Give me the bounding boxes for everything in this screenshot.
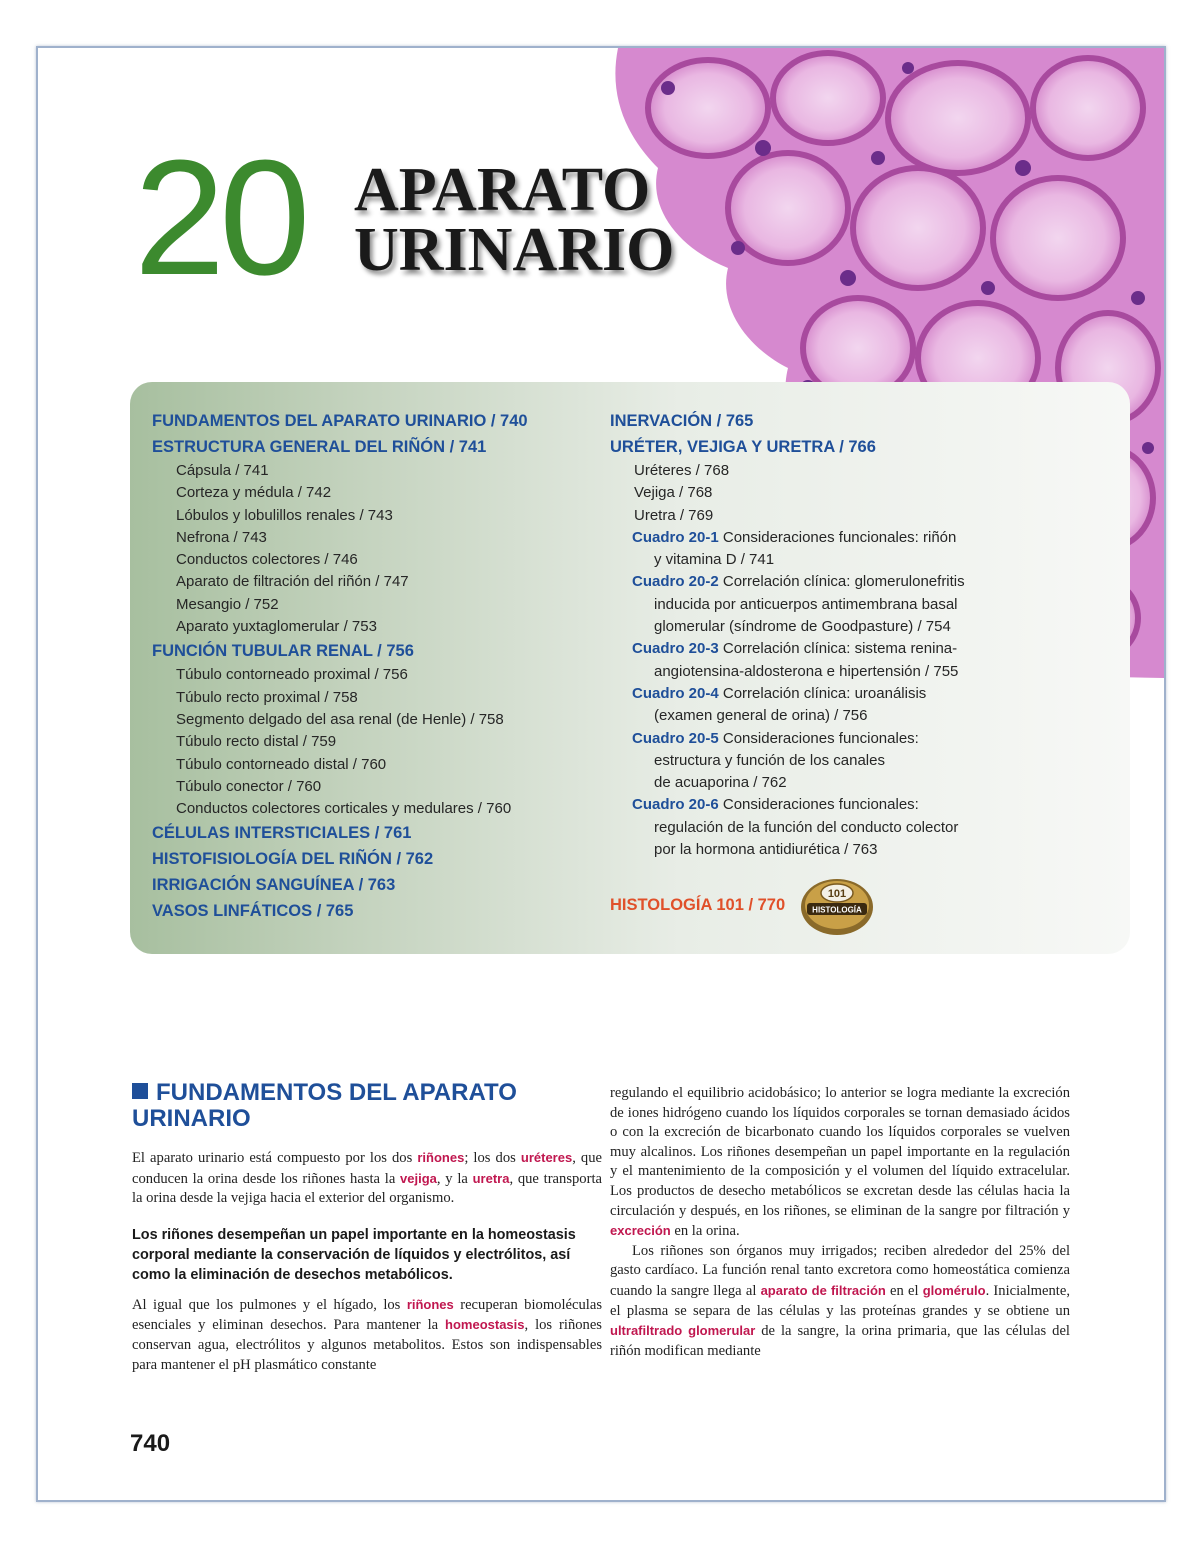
toc-item[interactable]: Segmento delgado del asa renal (de Henle) / 758 <box>176 710 504 728</box>
box-label: Cuadro 20-4 <box>632 684 719 702</box>
box-text: Correlación clínica: sistema renina- <box>722 640 958 658</box>
key-term: riñones <box>417 1150 465 1165</box>
toc-item[interactable]: Cápsula / 741 <box>176 462 269 479</box>
toc-item[interactable]: Uréteres / 768 <box>634 462 730 479</box>
toc-heading[interactable]: HISTOFISIOLOGÍA DEL RIÑÓN / 762 <box>152 850 434 869</box>
box-label: Cuadro 20-3 <box>632 640 719 658</box>
box-text: Consideraciones funcionales: riñón <box>722 528 957 546</box>
box-text: angiotensina-aldosterona e hipertensión / 755 <box>654 662 959 680</box>
histologia-101-row <box>610 873 1070 937</box>
box-text: glomerular (síndrome de Goodpasture) / 754 <box>654 618 951 636</box>
paragraph: regulando el equilibrio acidobásico; lo anterior se logra mediante la excreción de iones hidrógeno cuando los líquidos corporales se tornan demasiado ácidos o con la excreción de bicarbonato cuando los líquidos corporales se vuelven muy alcalinos. Los riñones desempeñan un papel importante en la regulación y el mantenimiento de la composición y el volumen del líquido extracelular. Los productos de desecho metabólicos se excretan desde las células hacia la circulación y después, en los riñones, se eliminan de la sangre por filtración y excreción en la orina. <box>610 1085 1070 1240</box>
body-column-right <box>610 1084 1070 1361</box>
chapter-number: 20 <box>134 126 305 309</box>
box-label: Cuadro 20-5 <box>632 729 719 747</box>
histologia-101-link[interactable]: HISTOLOGÍA 101 / 770 <box>610 895 786 914</box>
toc-heading[interactable]: FUNDAMENTOS DEL APARATO URINARIO / 740 <box>152 412 528 430</box>
toc-item[interactable]: Conductos colectores corticales y medulares / 760 <box>176 800 512 818</box>
toc-item[interactable]: Corteza y médula / 742 <box>176 484 332 502</box>
key-term: glomérulo <box>922 1282 986 1298</box>
toc-box-item[interactable] <box>610 638 1070 683</box>
toc-heading[interactable]: URÉTER, VEJIGA Y URETRA / 766 <box>610 438 876 456</box>
paragraph: Al igual que los pulmones y el hígado, los riñones recuperan biomoléculas esenciales y eliminan desechos. Para mantener la homeostasis, los riñones conservan agua, electrólitos y algunos metabolitos. Estos son indispensables para mantener el pH plasmático constante <box>132 1296 602 1373</box>
chapter-title-line1: APARATO <box>354 156 651 224</box>
lead-statement: Los riñones desempeñan un papel importante en la homeostasis corporal mediante la conservación de líquidos y electrólitos, así como la eliminación de desechos metabólicos. <box>132 1226 576 1283</box>
toc-item[interactable]: Nefrona / 743 <box>176 528 267 546</box>
toc-item[interactable]: Túbulo contorneado proximal / 756 <box>176 666 408 684</box>
box-text: de acuaporina / 762 <box>654 774 787 792</box>
page-number: 740 <box>130 1430 171 1457</box>
box-label: Cuadro 20-6 <box>632 796 719 814</box>
toc-item[interactable]: Mesangio / 752 <box>176 595 279 613</box>
body-column-left <box>132 1148 602 1375</box>
toc-heading[interactable]: CÉLULAS INTERSTICIALES / 761 <box>152 824 412 843</box>
toc-heading[interactable]: IRRIGACIÓN SANGUÍNEA / 763 <box>152 876 396 895</box>
box-text: por la hormona antidiurética / 763 <box>654 841 878 859</box>
key-term: ultrafiltrado glomerular <box>610 1323 756 1339</box>
key-term: uretra <box>472 1170 510 1186</box>
box-text: Correlación clínica: glomerulonefritis <box>722 573 965 591</box>
toc-item[interactable]: Uretra / 769 <box>634 506 714 524</box>
key-term: uréteres <box>520 1150 573 1165</box>
toc-box-item[interactable] <box>610 683 1070 728</box>
box-label: Cuadro 20-2 <box>632 573 719 591</box>
toc-item[interactable]: Vejiga / 768 <box>634 484 713 502</box>
key-term: riñones <box>406 1296 454 1312</box>
toc-box-item[interactable] <box>610 527 1070 572</box>
toc-item[interactable]: Túbulo contorneado distal / 760 <box>176 755 387 773</box>
box-text: Consideraciones funcionales: <box>722 729 919 747</box>
toc-heading[interactable]: VASOS LINFÁTICOS / 765 <box>152 902 354 921</box>
toc-box-item[interactable] <box>610 794 1070 861</box>
paragraph: Los riñones son órganos muy irrigados; reciben alrededor del 25% del gasto cardíaco. La función renal tanto excretora como homeostática comienza cuando la sangre llega al aparato de filtración en el glomérulo. Inicialmente, el plasma se separa de las células y las proteínas grandes y se obtiene un ultrafiltrado glomerular de la sangre, la orina primaria, que las células del riñón modifican mediante <box>610 1242 1070 1359</box>
toc-box-item[interactable] <box>610 571 1070 638</box>
box-text: regulación de la función del conducto colector <box>654 818 959 836</box>
toc-item[interactable]: Lóbulos y lobulillos renales / 743 <box>176 506 393 524</box>
box-text: Correlación clínica: uroanálisis <box>722 684 927 702</box>
toc-item[interactable]: Túbulo recto proximal / 758 <box>176 688 358 706</box>
box-text: (examen general de orina) / 756 <box>654 707 868 725</box>
paragraph: El aparato urinario está compuesto por los dos riñones; los dos uréteres, que conducen la orina desde los riñones hasta la vejiga, y la uretra, que transporta la orina desde la vejiga hacia el exterior del organismo. <box>132 1150 602 1207</box>
chapter-title-line2: URINARIO <box>354 216 675 284</box>
page <box>36 46 1166 1502</box>
key-term: aparato de filtración <box>760 1282 886 1298</box>
toc-heading[interactable]: INERVACIÓN / 765 <box>610 412 754 430</box>
toc-item[interactable]: Túbulo conector / 760 <box>176 777 322 795</box>
toc-item[interactable]: Conductos colectores / 746 <box>176 551 358 569</box>
toc-left-column <box>152 408 612 924</box>
histologia-101-badge-icon <box>799 873 875 937</box>
badge-number: 101 <box>827 888 847 901</box>
toc-item[interactable]: Túbulo recto distal / 759 <box>176 733 337 751</box>
box-text: estructura y función de los canales <box>654 751 885 769</box>
box-text: inducida por anticuerpos antimembrana basal <box>654 595 958 613</box>
key-term: excreción <box>610 1223 671 1239</box>
section-heading: FUNDAMENTOS DEL APARATO URINARIO <box>132 1079 517 1132</box>
box-text: y vitamina D / 741 <box>654 551 775 569</box>
toc-item[interactable]: Aparato de filtración del riñón / 747 <box>176 573 409 591</box>
toc-heading[interactable]: FUNCIÓN TUBULAR RENAL / 756 <box>152 642 414 661</box>
key-term: vejiga <box>400 1170 437 1186</box>
key-term: homeostasis <box>445 1317 525 1333</box>
toc-item[interactable]: Aparato yuxtaglomerular / 753 <box>176 618 377 636</box>
box-text: Consideraciones funcionales: <box>722 796 919 814</box>
badge-text: HISTOLOGÍA <box>812 905 862 915</box>
chapter-title <box>354 156 675 284</box>
box-label: Cuadro 20-1 <box>632 528 719 546</box>
toc-box-item[interactable] <box>610 728 1070 795</box>
toc-right-column <box>610 408 1070 937</box>
toc-heading[interactable]: ESTRUCTURA GENERAL DEL RIÑÓN / 741 <box>152 438 487 456</box>
